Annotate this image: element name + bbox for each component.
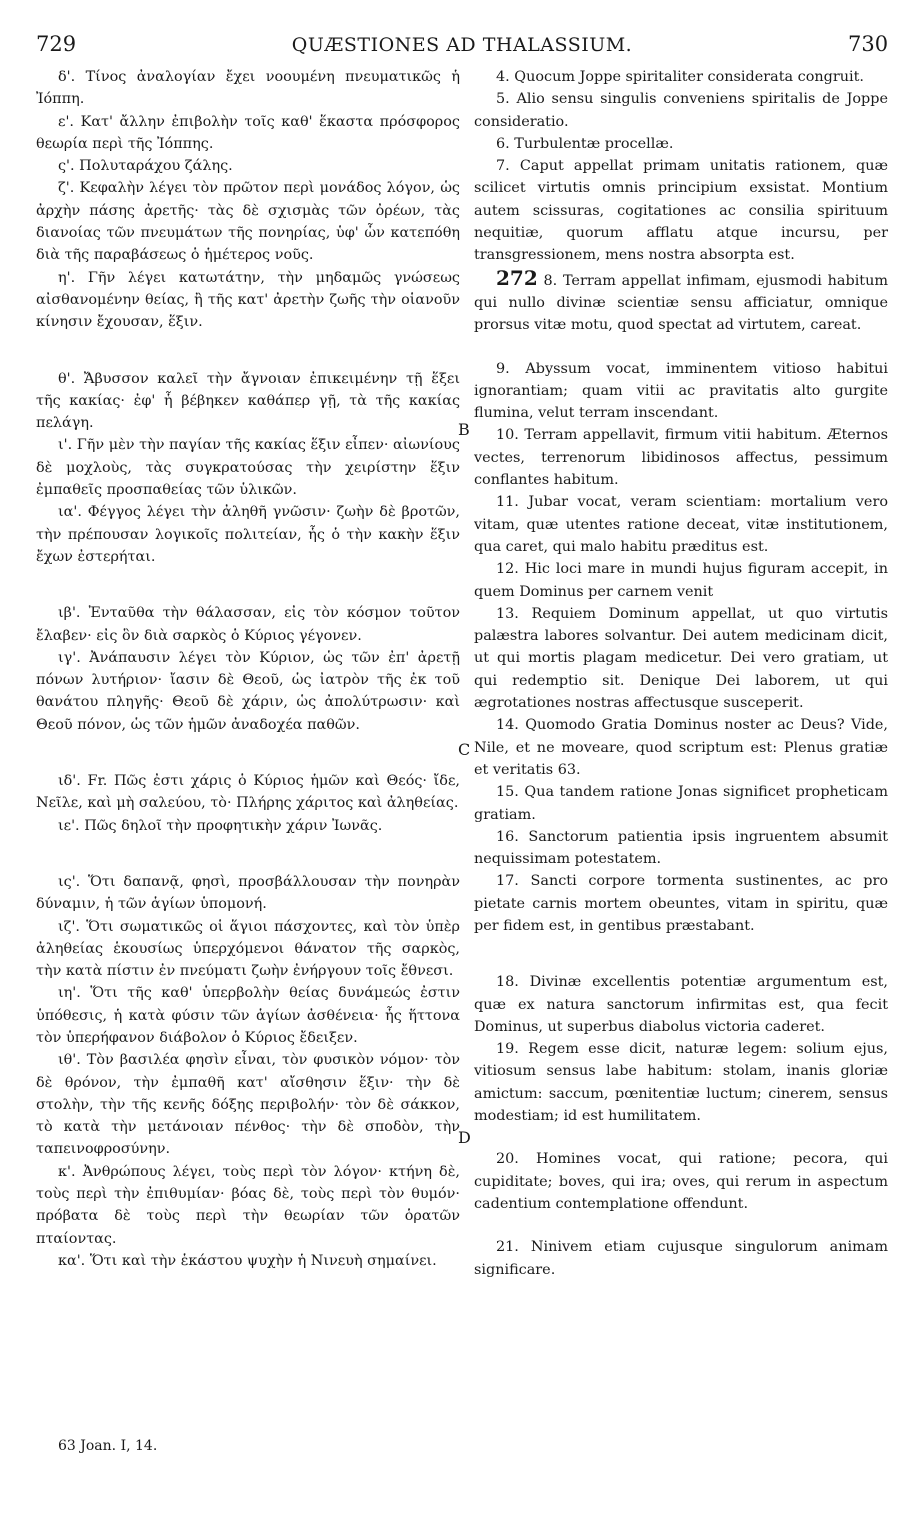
page-number-left: 729 bbox=[36, 32, 77, 56]
greek-paragraph: ζ'. Κεφαλὴν λέγει τὸν πρῶτον περὶ μονάδος λόγον, ὡς ἀρχὴν πάσης ἀρετῆς· τὰς δὲ σχισμὰς τῶν ὀρέων, τὰς διανοίας τῶν πνευμάτων τῆς πονηρίας, ὑφ' ὧν κατεπόθη διὰ τῆς παραβάσεως ὁ ἡμέτερος νοῦς. bbox=[36, 180, 460, 264]
latin-paragraph: 5. Alio sensu singulis conveniens spiritalis de Joppe consideratio. bbox=[474, 91, 888, 130]
latin-paragraph bbox=[474, 267, 888, 337]
latin-paragraph: 20. Homines vocat, qui ratione; pecora, qui cupiditate; boves, qui ira; oves, qui rerum in aspectum cadentium contemplatione offendunt. bbox=[474, 1151, 888, 1212]
greek-paragraph: ε'. Κατ' ἄλλην ἐπιβολὴν τοῖς καθ' ἕκαστα πρόσφορος θεωρία περὶ τῆς Ἰόππης. bbox=[36, 113, 460, 152]
greek-paragraph: ιζ'. Ὅτι σωματικῶς οἱ ἅγιοι πάσχοντες, καὶ τὸν ὑπὲρ ἀληθείας ἑκουσίως ὑπερχόμενοι θάνατον τῆς σαρκὸς, τὴν κατὰ πίστιν ἐν πνεύματι ζωὴν ἐνήργουν τοῖς ἔθνεσι. bbox=[36, 918, 460, 980]
greek-paragraph: θ'. Ἄβυσσον καλεῖ τὴν ἄγνοιαν ἐπικειμένην τῇ ἕξει τῆς κακίας· ἐφ' ἧ βέβηκεν καθάπερ γῇ, τὰ τῆς κακίας πελάγη. bbox=[36, 370, 460, 432]
greek-paragraph: ια'. Φέγγος λέγει τὴν ἀληθῆ γνῶσιν· ζωὴν δὲ βροτῶν, τὴν πρέπουσαν λογικοῖς πολιτείαν, ἧς ὁ τὴν κακὴν ἕξιν ἔχων ἐστερήται. bbox=[36, 504, 460, 565]
greek-paragraph: ιε'. Πῶς δηλοῖ τὴν προφητικὴν χάριν Ἰωνᾶς. bbox=[58, 817, 383, 834]
page-header bbox=[0, 30, 924, 60]
latin-paragraph: 16. Sanctorum patientia ipsis ingruentem absumit nequissimam potestatem. bbox=[474, 828, 888, 868]
greek-paragraph: ιγ'. Ἀνάπαυσιν λέγει τὸν Κύριον, ὡς τῶν ἐπ' ἀρετῇ πόνων λυτήριον· ἴασιν δὲ Θεοῦ, ὡς ἰατρὸν τῆς ἐκ τοῦ θανάτου πληγῆς· Θεοῦ δὲ χάριν, ὡς ἀπολύτρωσιν· καὶ Θεοῦ πόνον, ὡς τῶν ἡμῶν ἀναδοχέα παθῶν. bbox=[36, 649, 460, 733]
margin-letter-b: B bbox=[458, 420, 470, 439]
latin-paragraph: 17. Sancti corpore tormenta sustinentes, ac pro pietate carnis mortem obeuntes, vitam in spiritu, quæ per fidem est, in gentibus præstabant. bbox=[474, 873, 888, 934]
greek-paragraph: ιβ'. Ἐνταῦθα τὴν θάλασσαν, εἰς τὸν κόσμον τοῦτον ἔλαβεν· εἰς ὃν διὰ σαρκὸς ὁ Κύριος γέγονεν. bbox=[36, 605, 460, 644]
greek-paragraph: κ'. Ἀνθρώπους λέγει, τοὺς περὶ τὸν λόγον· κτήνη δὲ, τοὺς περὶ τὴν ἐπιθυμίαν· βόας δὲ, τοὺς περὶ τὸν θυμόν· πρόβατα δὲ τοὺς περὶ τὴν θεωρίαν τῶν ὁρατῶν πταίοντας. bbox=[36, 1163, 460, 1247]
latin-paragraph: 12. Hic loci mare in mundi hujus figuram accepit, in quem Dominus per carnem venit bbox=[474, 561, 888, 600]
column-number: 272 bbox=[496, 265, 538, 290]
page-number-right: 730 bbox=[848, 32, 889, 56]
latin-paragraph: 15. Qua tandem ratione Jonas significet propheticam gratiam. bbox=[474, 784, 888, 823]
greek-paragraph: η'. Γῆν λέγει κατωτάτην, τὴν μηδαμῶς γνώσεως αἰσθανομένην θείας, ἢ τῆς κατ' ἀρετὴν ζωῆς τὴν οἱανοῦν κίνησιν ἔχουσαν, ἕξιν. bbox=[36, 269, 460, 331]
greek-paragraph: ις'. Ὅτι δαπανᾷ, φησὶ, προσβάλλουσαν τὴν πονηρὰν δύναμιν, ἡ τῶν ἁγίων ὑπομονή. bbox=[36, 873, 460, 913]
latin-paragraph: 10. Terram appellavit, firmum vitii habitum. Æternos vectes, terrenorum libidinosos affectus, pessimum conflantes habitum. bbox=[474, 427, 888, 489]
greek-paragraph: ιδ'. Fr. Πῶς ἐστι χάρις ὁ Κύριος ἡμῶν καὶ Θεός· ἴδε, Νεῖλε, καὶ μὴ σαλεύου, τὸ· Πλήρης χάριτος καὶ ἀληθείας. bbox=[36, 773, 460, 812]
latin-paragraph-text: 8. Terram appellat infimam, ejusmodi habitum qui nullo divinæ scientiæ sensu afficiatur, omnique prorsus vitæ motu, quod spectat ad virtutem, careat. bbox=[474, 272, 888, 334]
latin-paragraph: 6. Turbulentæ procellæ. bbox=[496, 135, 674, 152]
footnote: 63 Joan. I, 14. bbox=[58, 1438, 158, 1454]
latin-paragraph: 7. Caput appellat primam unitatis rationem, quæ scilicet virtutis omnis principium exsistat. Montium autem scissuras, cogitationes ac consilia spirituum nequitiæ, quorum afflatu atque incursu, per transgressionem, mens nostra absorpta est. bbox=[474, 158, 888, 264]
latin-paragraph: 11. Jubar vocat, veram scientiam: mortalium vero vitam, quæ utentes ratione deceat, vitæ institutionem, qua caret, qui malo habitu præditus est. bbox=[474, 494, 888, 555]
greek-paragraph: κα'. Ὅτι καὶ τὴν ἑκάστου ψυχὴν ἡ Νινευὴ σημαίνει. bbox=[58, 1252, 437, 1269]
latin-paragraph: 21. Ninivem etiam cujusque singulorum animam significare. bbox=[474, 1239, 888, 1278]
running-title: QUÆSTIONES AD THALASSIUM. bbox=[291, 34, 633, 56]
margin-letter-d: D bbox=[458, 1128, 471, 1147]
greek-paragraph: ι'. Γῆν μὲν τὴν παγίαν τῆς κακίας ἕξιν εἶπεν· αἰωνίους δὲ μοχλοὺς, τὰς συγκρατούσας τὴν χειρίστην ἕξιν ἐμπαθεῖς προσπαθείας τῶν ὑλικῶν. bbox=[36, 437, 460, 499]
latin-paragraph: 4. Quocum Joppe spiritaliter considerata congruit. bbox=[496, 69, 864, 85]
greek-paragraph: δ'. Τίνος ἀναλογίαν ἔχει νοουμένη πνευματικῶς ἡ Ἰόππη. bbox=[36, 69, 460, 108]
latin-column bbox=[474, 66, 888, 1281]
latin-paragraph: 18. Divinæ excellentis potentiæ argumentum est, quæ ex natura sanctorum infirmitas est, qua fecit Dominus, ut superbus diabolus victoria caderet. bbox=[474, 974, 888, 1035]
greek-column bbox=[36, 66, 460, 1272]
greek-paragraph: ς'. Πολυταράχου ζάλης. bbox=[58, 158, 233, 175]
latin-paragraph: 19. Regem esse dicit, naturæ legem: solium ejus, vitiosum sensus labe habitum: stolam, inanis gloriæ amictum: saccum, pœnitentiæ luctum; cinerem, sensus modestiam; id est humilitatem. bbox=[474, 1041, 888, 1125]
margin-letter-c: C bbox=[458, 740, 471, 759]
latin-paragraph: 14. Quomodo Gratia Dominus noster ac Deus? Vide, Nile, et ne movearе, quod scriptum est: Plenus gratiæ et veritatis 63. bbox=[474, 717, 888, 778]
latin-paragraph: 13. Requiem Dominum appellat, ut quo virtutis palæstra labores solvantur. Dei autem medicinam dicit, ut qui mortis plagam medicetur. Dei vero gratiam, ut qui redemptio sit. Denique Dei laborem, ut qui ægrotationes nostras affectusque susceperit. bbox=[474, 605, 888, 712]
greek-paragraph: ιη'. Ὅτι τῆς καθ' ὑπερβολὴν θείας δυνάμεώς ἐστιν ὑπόθεσις, ἡ κατὰ φύσιν τῶν ἁγίων ἀσθένεια· ἧς ἥττονα τὸν ὑπερήφανον διάβολον ὁ Κύριος ἔδειξεν. bbox=[36, 985, 460, 1046]
latin-paragraph: 9. Abyssum vocat, imminentem vitioso habitui ignorantiam; quam vitii ac pravitatis alto gurgite flumina, velut terram inscendant. bbox=[474, 360, 888, 422]
greek-paragraph: ιθ'. Τὸν βασιλέα φησὶν εἶναι, τὸν φυσικὸν νόμον· τὸν δὲ θρόνον, τὴν ἐμπαθῆ κατ' αἴσθησιν ἕξιν· τὴν δὲ στολὴν, τὴν τῆς κενῆς δόξης περιβολήν· τὸν δὲ σάκκον, τὸ κατὰ τὴν μετάνοιαν πένθος· τὴν δὲ σποδὸν, τὴν ταπεινοφροσύνην. bbox=[36, 1052, 460, 1158]
